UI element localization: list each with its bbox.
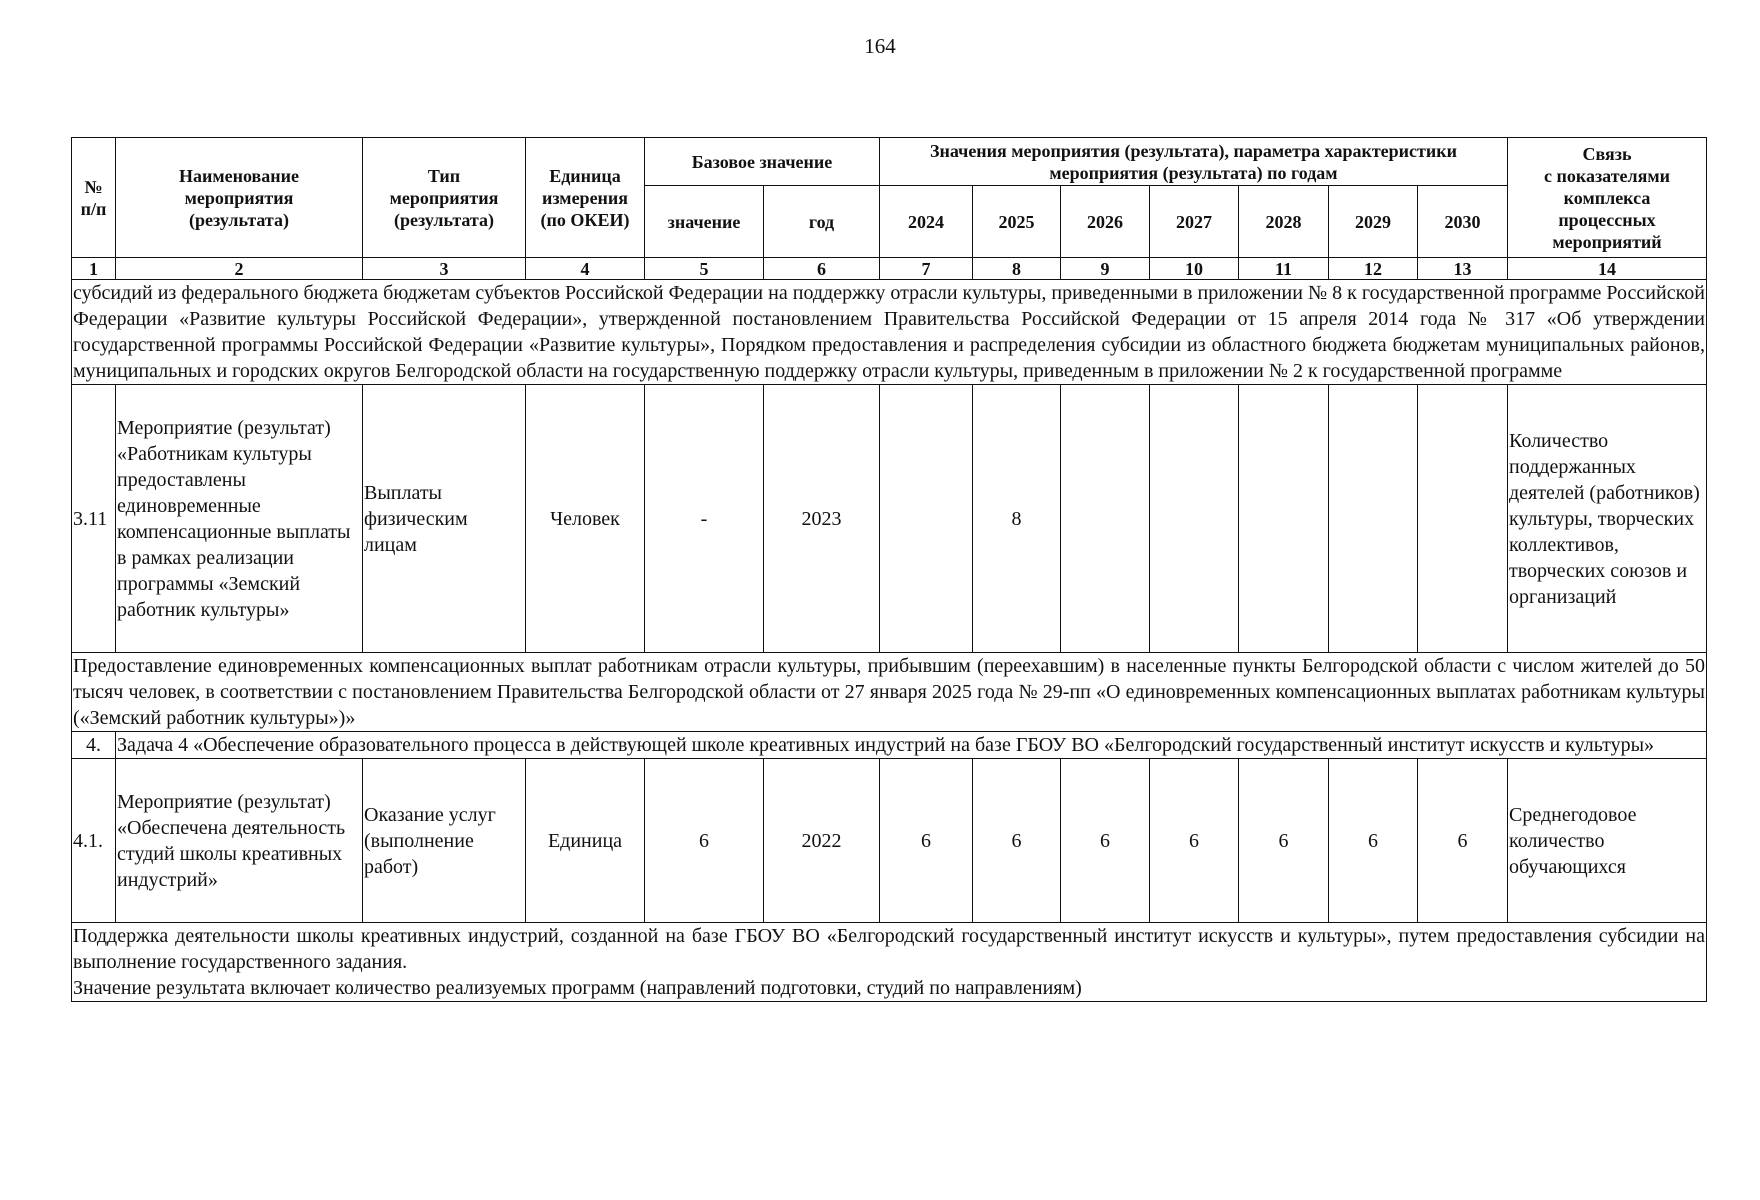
- header-year: 2028: [1239, 186, 1329, 258]
- intro-text: субсидий из федерального бюджета бюджетам субъектов Российской Федерации на поддержку отрасли культуры, приведенными в приложении № 8 к государственной программе Российской Федерации «Развитие культуры Российской Федерации», утвержденной постановлением Правительства Российской Федерации от 15 апреля 2014 года № 317 «Об утверждении государственной программы Российской Федерации «Развитие культуры», Порядком предоставления и распределения субсидии из областного бюджета бюджетам муниципальных районов, муниципальных и городских округов Белгородской области на государственную поддержку отрасли культуры, приведенным в приложении № 2 к государственной программе: [72, 280, 1707, 385]
- row-3-11-description: [72, 653, 1707, 732]
- description-text: Предоставление единовременных компенсационных выплат работникам отрасли культуры, прибывшим (переехавшим) в населенные пункты Белгородской области с числом жителей до 50 тысяч человек, в соответствии с постановлением Правительства Белгородской области от 27 января 2025 года № 29-пп «О единовременных компенсационных выплатах работникам культуры («Земский работник культуры»)»: [72, 653, 1707, 732]
- header-link: Связь с показателями комплекса процессных мероприятий: [1508, 138, 1707, 258]
- header-year: 2024: [880, 186, 973, 258]
- header-year: 2025: [973, 186, 1061, 258]
- row-year-value: [1061, 385, 1150, 653]
- header-type: Тип мероприятия (результата): [363, 138, 526, 258]
- row-year-value: [1239, 385, 1329, 653]
- row-year-value: 6: [973, 759, 1061, 923]
- row-year-value: [880, 385, 973, 653]
- column-number: 2: [116, 258, 363, 280]
- row-4-1-description: [72, 923, 1707, 1002]
- header-name: Наименование мероприятия (результата): [116, 138, 363, 258]
- row-unit: Человек: [526, 385, 645, 653]
- page-number: 164: [864, 34, 896, 58]
- column-number-row: [72, 258, 1707, 280]
- header-no: № п/п: [72, 138, 116, 258]
- column-number: 7: [880, 258, 973, 280]
- row-base-year: 2023: [764, 385, 880, 653]
- column-number: 3: [363, 258, 526, 280]
- task-4-row: [72, 732, 1707, 759]
- header-values-by-year: Значения мероприятия (результата), параметра характеристики мероприятия (результата) по годам: [880, 138, 1508, 186]
- row-link: Количество поддержанных деятелей (работников) культуры, творческих коллективов, творческих союзов и организаций: [1508, 385, 1707, 653]
- row-year-value: [1150, 385, 1239, 653]
- header-year: 2027: [1150, 186, 1239, 258]
- row-year-value: 6: [1150, 759, 1239, 923]
- row-type: Оказание услуг (выполнение работ): [363, 759, 526, 923]
- description-text: Значение результата включает количество реализуемых программ (направлений подготовки, студий по направлениям): [73, 977, 1082, 999]
- row-unit: Единица: [526, 759, 645, 923]
- description-text: Поддержка деятельности школы креативных индустрий, созданной на базе ГБОУ ВО «Белгородский государственный институт искусств и культуры», путем предоставления субсидии на выполнение государственного задания.: [73, 925, 1705, 973]
- column-number: 12: [1329, 258, 1418, 280]
- row-name: Мероприятие (результат) «Работникам культуры предоставлены единовременные компенсационные выплаты в рамках реализации программы «Земский работник культуры»: [116, 385, 363, 653]
- description-cell: [72, 923, 1707, 1002]
- row-year-value: 6: [1418, 759, 1508, 923]
- header-base-year: год: [764, 186, 880, 258]
- column-number: 13: [1418, 258, 1508, 280]
- task-text: Задача 4 «Обеспечение образовательного процесса в действующей школе креативных индустрий на базе ГБОУ ВО «Белгородский государственный институт искусств и культуры»: [116, 732, 1707, 759]
- row-base-value: -: [645, 385, 764, 653]
- header-row-1: [72, 138, 1707, 186]
- column-number: 8: [973, 258, 1061, 280]
- column-number: 10: [1150, 258, 1239, 280]
- row-year-value: [1329, 385, 1418, 653]
- header-unit: Единица измерения (по ОКЕИ): [526, 138, 645, 258]
- row-year-value: [1418, 385, 1508, 653]
- header-base-value: значение: [645, 186, 764, 258]
- row-year-value: 6: [1329, 759, 1418, 923]
- column-number: 5: [645, 258, 764, 280]
- row-year-value: 6: [1239, 759, 1329, 923]
- column-number: 4: [526, 258, 645, 280]
- intro-text-row: [72, 280, 1707, 385]
- row-year-value: 6: [880, 759, 973, 923]
- row-link: Среднегодовое количество обучающихся: [1508, 759, 1707, 923]
- row-base-value: 6: [645, 759, 764, 923]
- column-number: 6: [764, 258, 880, 280]
- column-number: 14: [1508, 258, 1707, 280]
- column-number: 9: [1061, 258, 1150, 280]
- row-type: Выплаты физическим лицам: [363, 385, 526, 653]
- row-name: Мероприятие (результат) «Обеспечена деятельность студий школы креативных индустрий»: [116, 759, 363, 923]
- measures-table: [71, 137, 1707, 1002]
- header-year: 2030: [1418, 186, 1508, 258]
- row-year-value: 8: [973, 385, 1061, 653]
- header-base: Базовое значение: [645, 138, 880, 186]
- table-row-4-1: [72, 759, 1707, 923]
- column-number: 1: [72, 258, 116, 280]
- row-base-year: 2022: [764, 759, 880, 923]
- table-row-3-11: [72, 385, 1707, 653]
- header-year: 2029: [1329, 186, 1418, 258]
- row-number: 4.1.: [72, 759, 116, 923]
- row-year-value: 6: [1061, 759, 1150, 923]
- header-year: 2026: [1061, 186, 1150, 258]
- row-number: 3.11: [72, 385, 116, 653]
- task-number: 4.: [72, 732, 116, 759]
- column-number: 11: [1239, 258, 1329, 280]
